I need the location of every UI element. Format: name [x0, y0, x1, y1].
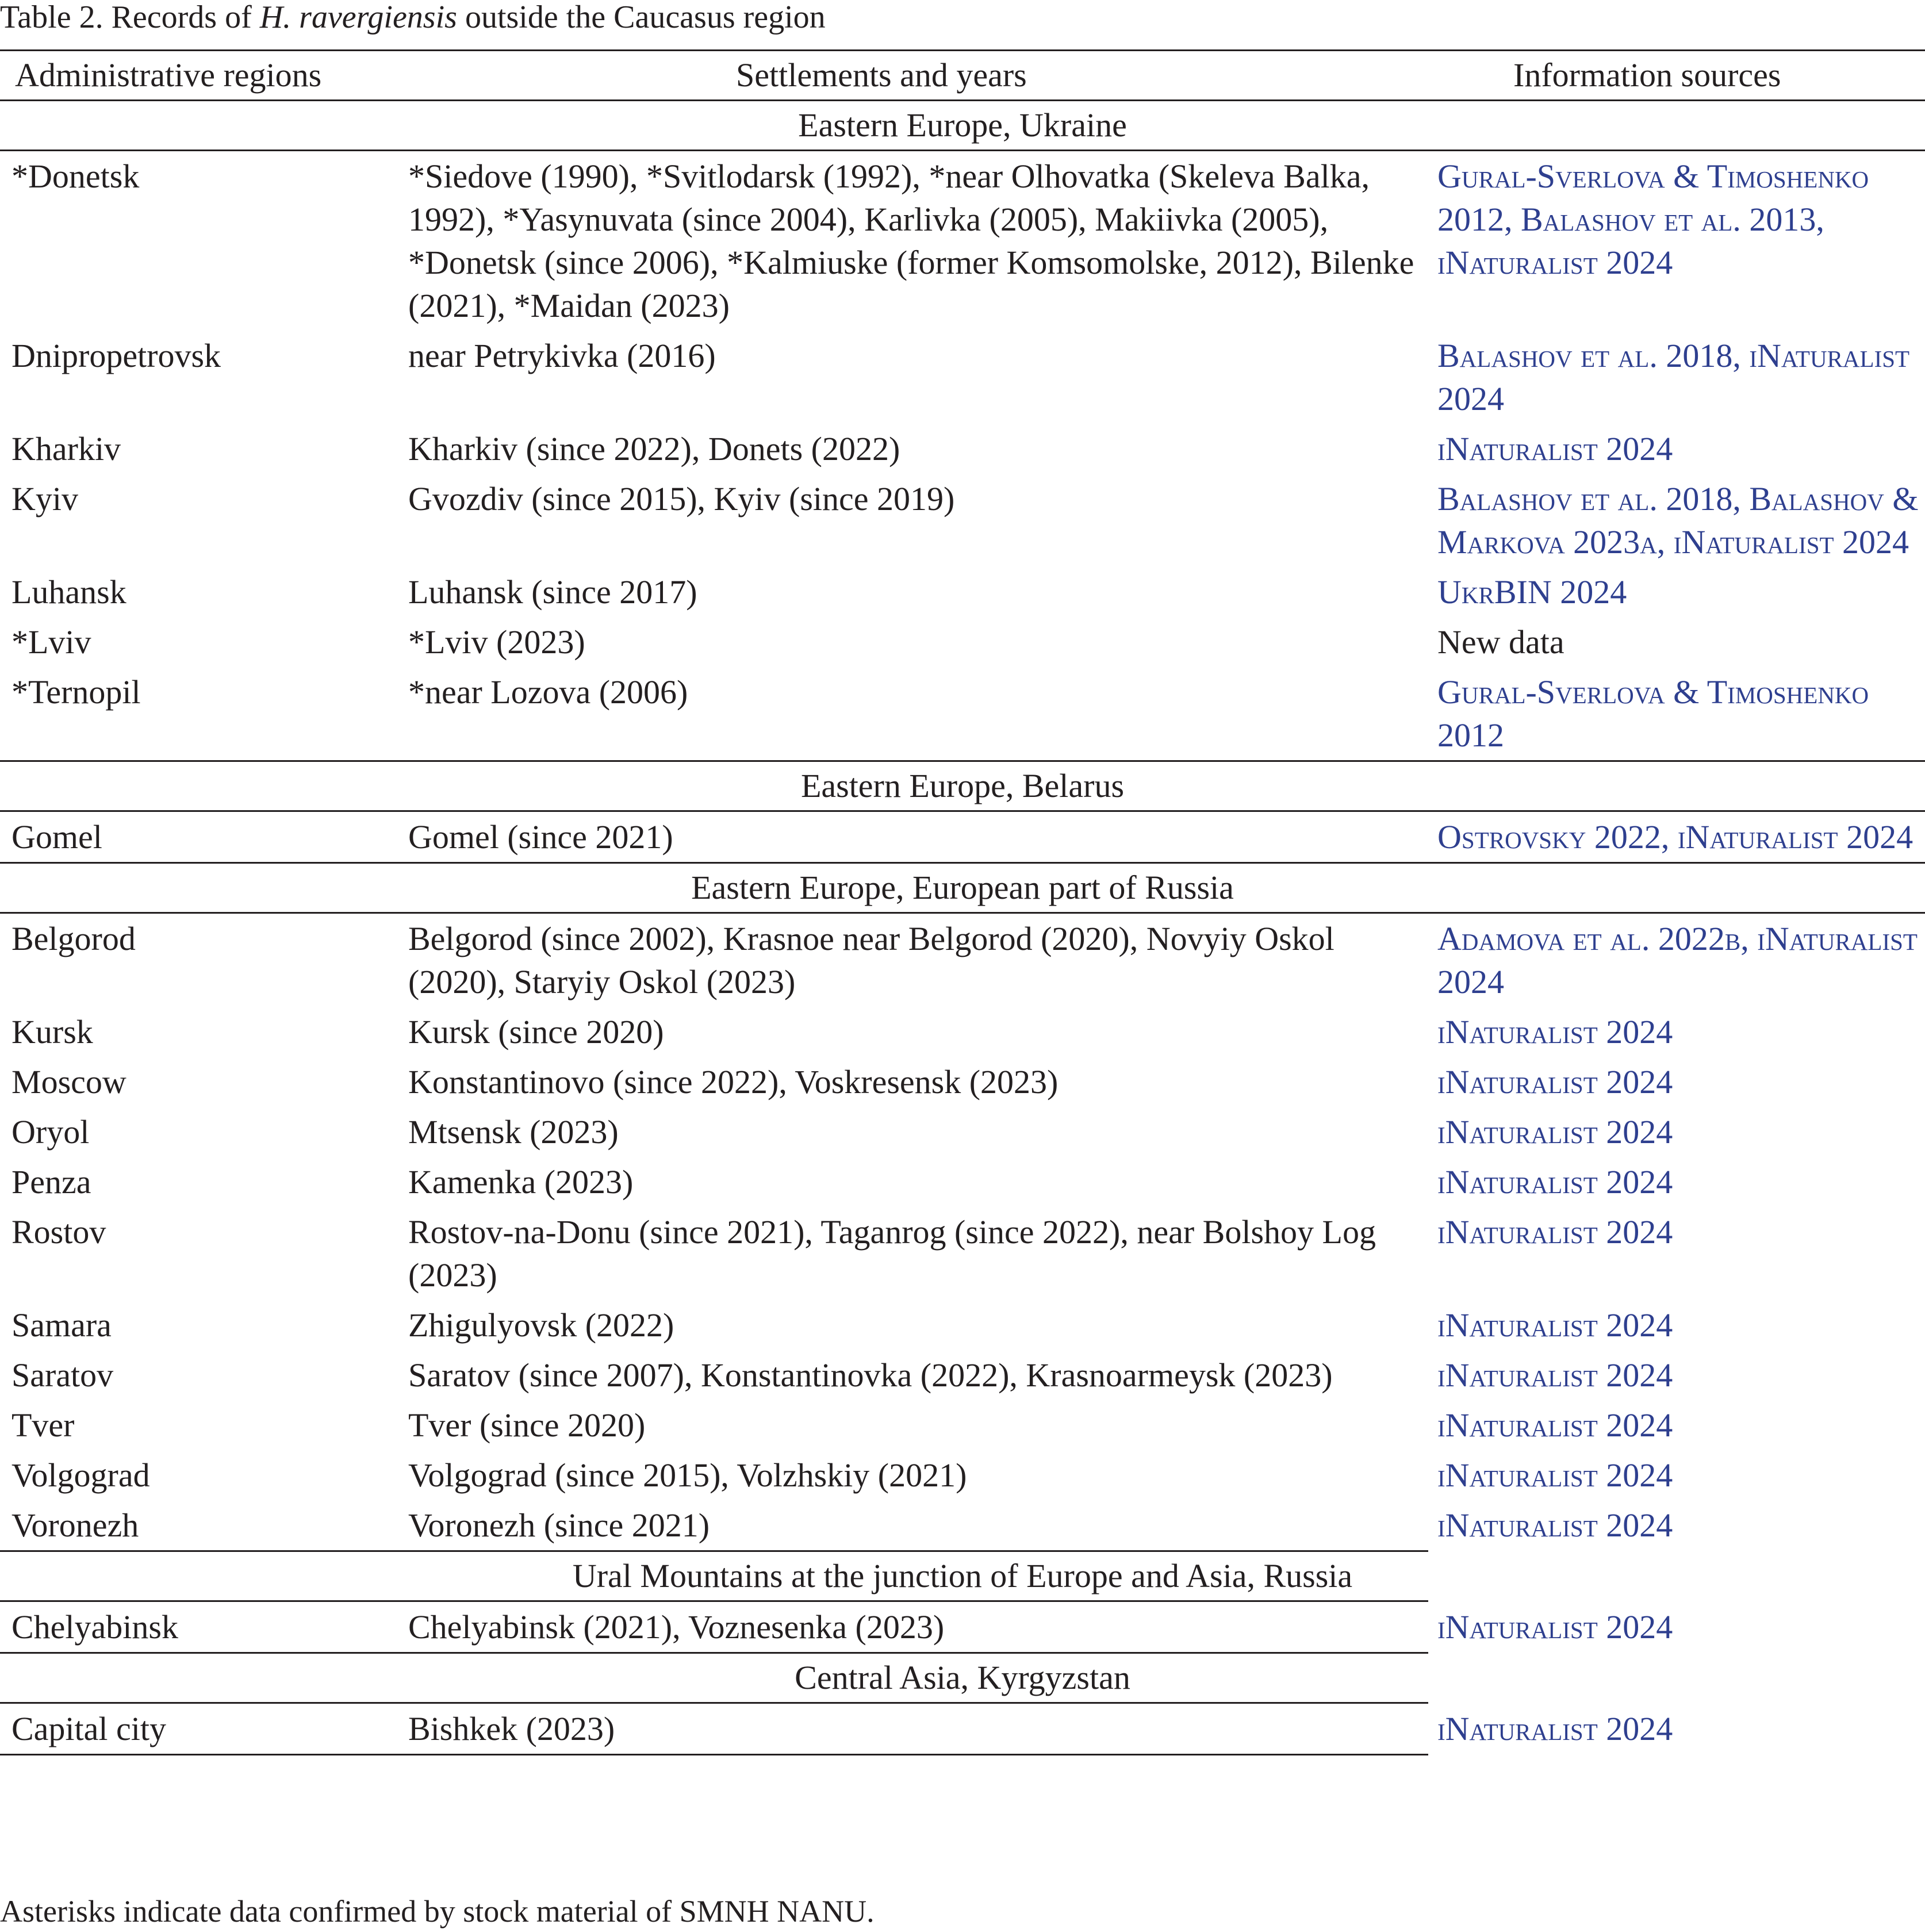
sources-cell[interactable]: Gural-Sverlova & Timoshenko 2012, Balashov et al. 2013, iNaturalist 2024 — [1437, 158, 1869, 281]
section-title: Eastern Europe, European part of Russia — [691, 869, 1234, 906]
sources-cell[interactable]: iNaturalist 2024 — [1437, 1506, 1673, 1544]
table-row — [0, 1007, 1925, 1057]
region-cell: *Ternopil — [11, 673, 141, 711]
region-cell: Luhansk — [11, 573, 126, 611]
table-row — [0, 812, 1925, 862]
region-cell: Rostov — [11, 1213, 106, 1251]
caption-prefix: Table 2. Records of — [0, 0, 260, 35]
sources-cell[interactable]: iNaturalist 2024 — [1437, 1306, 1673, 1344]
sources-cell[interactable]: iNaturalist 2024 — [1437, 1710, 1673, 1747]
settlements-cell: Saratov (since 2007), Konstantinovka (2022), Krasnoarmeysk (2023) — [408, 1356, 1333, 1394]
region-cell: *Donetsk — [11, 158, 140, 195]
region-cell: Kyiv — [11, 480, 78, 518]
header-settlements-and-years: Settlements and years — [736, 56, 1027, 94]
region-cell: Kursk — [11, 1013, 93, 1051]
sources-cell[interactable]: iNaturalist 2024 — [1437, 1013, 1673, 1051]
table-row — [0, 1500, 1925, 1550]
settlements-cell: Chelyabinsk (2021), Voznesenka (2023) — [408, 1608, 945, 1646]
table-row — [0, 1400, 1925, 1450]
sources-cell[interactable]: iNaturalist 2024 — [1437, 1113, 1673, 1151]
settlements-cell: Tver (since 2020) — [408, 1406, 646, 1444]
sources-cell[interactable]: Balashov et al. 2018, Balashov & Markova 2023a, iNaturalist 2024 — [1437, 480, 1919, 561]
sources-cell[interactable]: iNaturalist 2024 — [1437, 1356, 1673, 1394]
sources-cell[interactable]: iNaturalist 2024 — [1437, 1406, 1673, 1444]
table-row — [0, 1157, 1925, 1207]
table-row — [0, 151, 1925, 331]
table-row — [0, 914, 1925, 1007]
table-row — [0, 474, 1925, 567]
settlements-cell: Kharkiv (since 2022), Donets (2022) — [408, 430, 900, 467]
settlements-cell: Gvozdiv (since 2015), Kyiv (since 2019) — [408, 480, 955, 518]
settlements-cell: Zhigulyovsk (2022) — [408, 1306, 674, 1344]
table-bottom-rule — [0, 1754, 1428, 1755]
settlements-cell: near Petrykivka (2016) — [408, 337, 716, 374]
settlements-cell: *near Lozova (2006) — [408, 673, 688, 711]
region-cell: Dnipropetrovsk — [11, 337, 221, 374]
table-row — [0, 1057, 1925, 1107]
table-row — [0, 1704, 1925, 1754]
table-row — [0, 567, 1925, 617]
table-row — [0, 424, 1925, 474]
sources-cell[interactable]: iNaturalist 2024 — [1437, 1456, 1673, 1494]
caption-species: H. ravergiensis — [259, 0, 457, 35]
table-row — [0, 331, 1925, 424]
table-row — [0, 667, 1925, 760]
caption-suffix: outside the Caucasus region — [457, 0, 826, 35]
settlements-cell: Kursk (since 2020) — [408, 1013, 664, 1051]
sources-cell[interactable]: Adamova et al. 2022b, iNaturalist 2024 — [1437, 920, 1918, 1000]
region-cell: Voronezh — [11, 1506, 139, 1544]
region-cell: Belgorod — [11, 920, 136, 957]
sources-cell[interactable]: Gural-Sverlova & Timoshenko 2012 — [1437, 673, 1869, 754]
region-cell: Tver — [11, 1406, 75, 1444]
settlements-cell: Rostov-na-Donu (since 2021), Taganrog (since 2022), near Bolshoy Log (2023) — [408, 1213, 1376, 1294]
settlements-cell: Voronezh (since 2021) — [408, 1506, 710, 1544]
header-information-sources: Information sources — [1513, 56, 1781, 94]
settlements-cell: Konstantinovo (since 2022), Voskresensk (2023) — [408, 1063, 1059, 1101]
sources-cell[interactable]: iNaturalist 2024 — [1437, 1608, 1673, 1646]
records-table — [0, 49, 1925, 1755]
region-cell: Chelyabinsk — [11, 1608, 178, 1646]
settlements-cell: Mtsensk (2023) — [408, 1113, 619, 1151]
settlements-cell: Belgorod (since 2002), Krasnoe near Belgorod (2020), Novyiy Oskol (2020), Staryiy Oskol (2023) — [408, 920, 1335, 1000]
table-row — [0, 1107, 1925, 1157]
table-row — [0, 1300, 1925, 1350]
sources-cell[interactable]: UkrBIN 2024 — [1437, 573, 1627, 611]
region-cell: *Lviv — [11, 623, 91, 661]
table-footnote: Asterisks indicate data confirmed by stock material of SMNH NANU. — [0, 1894, 875, 1929]
region-cell: Kharkiv — [11, 430, 121, 467]
settlements-cell: Gomel (since 2021) — [408, 818, 673, 856]
region-cell: Oryol — [11, 1113, 90, 1151]
section-title: Ural Mountains at the junction of Europe and Asia, Russia — [572, 1557, 1353, 1594]
region-cell: Capital city — [11, 1710, 166, 1747]
table-row — [0, 1450, 1925, 1500]
region-cell: Samara — [11, 1306, 112, 1344]
settlements-cell: Kamenka (2023) — [408, 1163, 634, 1201]
section-title: Central Asia, Kyrgyzstan — [795, 1659, 1130, 1696]
sources-cell[interactable]: iNaturalist 2024 — [1437, 1063, 1673, 1101]
table-body — [0, 99, 1925, 1755]
sources-cell[interactable]: iNaturalist 2024 — [1437, 1163, 1673, 1201]
settlements-cell: Luhansk (since 2017) — [408, 573, 697, 611]
sources-cell[interactable]: Balashov et al. 2018, iNaturalist 2024 — [1437, 337, 1910, 417]
section-title: Eastern Europe, Belarus — [800, 767, 1125, 804]
table-header-row — [0, 51, 1925, 99]
section-title: Eastern Europe, Ukraine — [798, 106, 1127, 144]
region-cell: Penza — [11, 1163, 91, 1201]
settlements-cell: Volgograd (since 2015), Volzhskiy (2021) — [408, 1456, 967, 1494]
table-row — [0, 617, 1925, 667]
table-row — [0, 1207, 1925, 1300]
sources-cell[interactable]: iNaturalist 2024 — [1437, 430, 1673, 467]
table-row — [0, 1350, 1925, 1400]
sources-cell[interactable]: iNaturalist 2024 — [1437, 1213, 1673, 1251]
table-caption — [0, 0, 826, 38]
region-cell: Moscow — [11, 1063, 126, 1101]
sources-cell: New data — [1437, 623, 1564, 661]
region-cell: Saratov — [11, 1356, 114, 1394]
settlements-cell: *Siedove (1990), *Svitlodarsk (1992), *near Olhovatka (Skeleva Balka, 1992), *Yasynuvata (since 2004), Karlivka (2005), Makiivka (2005), *Donetsk (since 2006), *Kalmiuske (former Komsomolske, 2012), Bilenke (2021), *Maidan (2023) — [408, 158, 1414, 324]
settlements-cell: *Lviv (2023) — [408, 623, 585, 661]
region-cell: Gomel — [11, 818, 102, 856]
table-row — [0, 1602, 1925, 1652]
settlements-cell: Bishkek (2023) — [408, 1710, 615, 1747]
header-administrative-regions: Administrative regions — [15, 56, 322, 94]
region-cell: Volgograd — [11, 1456, 150, 1494]
sources-cell[interactable]: Ostrovsky 2022, iNaturalist 2024 — [1437, 818, 1914, 856]
